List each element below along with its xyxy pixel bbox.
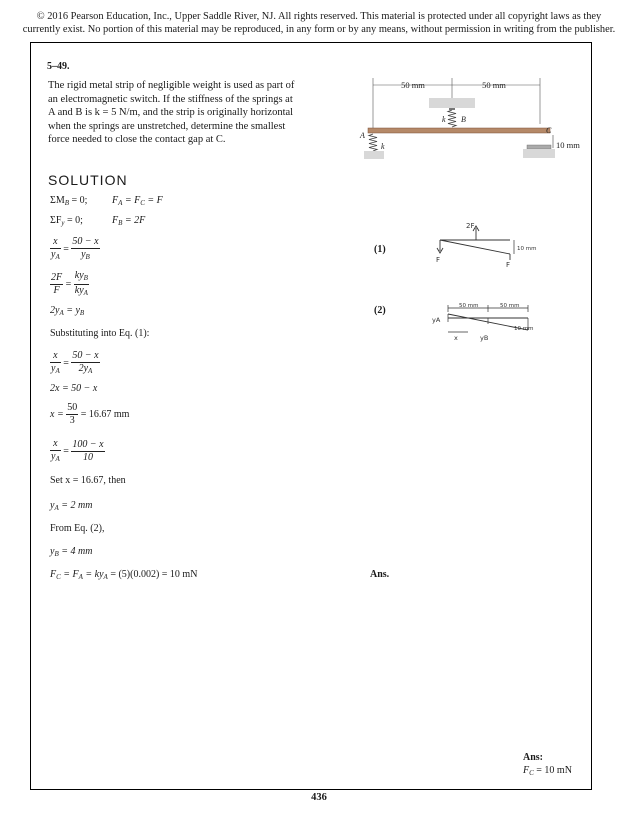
eq-subscript: B xyxy=(79,309,85,317)
problem-statement: The rigid metal strip of negligible weight is used as part of an electromagnetic switch. If the stiffness of the springs at A and B is k = 5 N/m, and the strip is originally horizontal when the springs are unstretched, determine the smallest force needed to close the contact gap at C. xyxy=(48,80,295,146)
denominator: 2y xyxy=(78,363,89,374)
eq-text: = 16.67 mm xyxy=(80,408,130,420)
eq-subscript: B xyxy=(83,274,88,282)
spring-b xyxy=(448,110,456,127)
fraction xyxy=(71,439,104,464)
fraction xyxy=(66,402,78,427)
equation-yb xyxy=(50,546,92,560)
numerator: ky xyxy=(74,270,84,281)
denominator: F xyxy=(53,285,60,296)
eq-subscript: A xyxy=(55,253,60,261)
eq-text: = ky xyxy=(85,569,104,580)
eq-subscript: A xyxy=(78,573,83,581)
numerator: x xyxy=(50,350,61,363)
free-body-sketch-1 xyxy=(430,220,550,268)
eq-text: = 10 mN xyxy=(536,765,572,776)
eq-subscript: A xyxy=(55,455,60,463)
substitution-text: Substituting into Eq. (1): xyxy=(50,328,150,339)
problem-number: 5–49. xyxy=(47,61,70,72)
deflection-sketch-2 xyxy=(428,300,558,346)
eq-symbol: ΣM xyxy=(50,195,65,206)
fraction xyxy=(71,350,99,377)
sketch-label-gap: 10 mm xyxy=(517,246,537,252)
fraction xyxy=(50,438,61,465)
copyright-notice: © 2016 Pearson Education, Inc., Upper Saddle River, NJ. All rights reserved. This material is protected under all copyright laws as they currently exist. No portion of this material may be reproduced, in any form or by any means, without permission in writing from the publisher. xyxy=(22,11,616,35)
eq-symbol: F xyxy=(50,569,57,580)
eq-text: = 0; xyxy=(67,215,83,226)
eq-text: = (5)(0.002) = 10 mN xyxy=(110,569,198,580)
denominator: ky xyxy=(74,285,84,296)
numerator: 100 − x xyxy=(72,439,104,450)
eq-symbol: ΣF xyxy=(50,215,62,226)
equation-2x: 2x = 50 − x xyxy=(50,383,98,394)
support-top xyxy=(429,98,475,108)
equation-fb xyxy=(112,215,145,229)
eq-subscript: C xyxy=(56,573,61,581)
dimension-label-left: 50 mm xyxy=(401,80,425,90)
sketch-label-dim2: 50 mm xyxy=(500,303,520,309)
eq-text: = y xyxy=(66,305,80,316)
eq-subscript: B xyxy=(54,550,59,558)
eq-symbol: F xyxy=(523,765,530,776)
numerator: x xyxy=(50,438,61,451)
eq-symbol: F xyxy=(112,215,119,226)
label-a: A xyxy=(360,131,365,140)
eq-subscript: A xyxy=(59,309,64,317)
numerator: x xyxy=(50,236,61,249)
sketch-label-dim1: 50 mm xyxy=(459,303,479,309)
eq-subscript: A xyxy=(103,573,108,581)
fraction xyxy=(71,236,99,263)
eq-text: x = xyxy=(50,408,64,420)
set-x-text: Set x = 16.67, then xyxy=(50,475,126,486)
eq-subscript: A xyxy=(83,289,88,297)
denominator: y xyxy=(51,249,56,260)
label-k-a: k xyxy=(381,142,385,151)
equals-sign: = xyxy=(63,445,69,457)
support-bottom-a xyxy=(364,151,384,159)
equation-2ya xyxy=(50,305,84,319)
dimension-label-right: 50 mm xyxy=(482,80,506,90)
metal-strip xyxy=(368,128,550,133)
solution-heading: SOLUTION xyxy=(48,172,128,188)
label-c: C xyxy=(546,126,552,135)
eq-subscript: A xyxy=(55,367,60,375)
gap-label: 10 mm xyxy=(556,140,580,150)
eq-symbol: F xyxy=(112,195,119,206)
eq-subscript: B xyxy=(118,219,123,227)
eq-text: = F xyxy=(124,195,141,206)
numerator: 2F xyxy=(51,272,63,283)
sketch-label-yb: yB xyxy=(480,334,489,342)
answer-box-title: Ans: xyxy=(523,752,544,763)
equation-fraction-3 xyxy=(50,350,100,377)
support-bottom-c xyxy=(523,149,555,158)
label-b: B xyxy=(461,115,466,124)
answer-label: Ans. xyxy=(370,569,390,580)
spring-cap-b xyxy=(449,108,455,110)
equation-fraction-2 xyxy=(50,270,89,299)
fraction xyxy=(50,236,61,263)
eq-subscript: C xyxy=(140,199,145,207)
eq-subscript: A xyxy=(118,199,123,207)
eq-symbol: y xyxy=(50,500,55,511)
eq-text: = 4 mm xyxy=(61,546,93,557)
label-k-b: k xyxy=(442,115,446,124)
eq-text: = F xyxy=(147,195,163,206)
denominator: y xyxy=(81,249,86,260)
eq-subscript: A xyxy=(88,367,93,375)
sketch-label-ya: yA xyxy=(432,316,441,324)
equation-fraction-1 xyxy=(50,236,100,263)
equals-sign: = xyxy=(65,278,72,290)
answer-box xyxy=(523,751,572,780)
fraction xyxy=(50,272,63,297)
from-eq-text: From Eq. (2), xyxy=(50,523,105,534)
equals-sign: = xyxy=(63,243,69,255)
eq-symbol: y xyxy=(50,546,55,557)
eq-subscript: A xyxy=(54,504,59,512)
eq-subscript: B xyxy=(85,253,90,261)
eq-subscript: B xyxy=(64,199,69,207)
eq-subscript: C xyxy=(529,769,534,777)
eq-subscript: y xyxy=(61,219,65,227)
denominator: 10 xyxy=(82,452,93,463)
equation-final xyxy=(50,569,197,583)
equals-sign: = xyxy=(63,357,69,369)
sketch-label-f-right: F xyxy=(506,261,511,268)
denominator: 3 xyxy=(69,415,75,426)
sketch-label-gap: 10 mm xyxy=(514,326,534,332)
page-number: 436 xyxy=(311,792,327,803)
numerator: 50 − x xyxy=(72,236,99,247)
denominator: y xyxy=(51,451,56,462)
equation-tag-2: (2) xyxy=(374,305,386,316)
equation-force-sum xyxy=(50,215,83,229)
denominator: y xyxy=(51,363,56,374)
spring-a xyxy=(369,134,377,151)
sketch-deflected-beam xyxy=(440,240,510,254)
eq-text: = 0; xyxy=(71,195,88,206)
equation-x-value xyxy=(50,402,129,427)
fraction xyxy=(50,350,61,377)
equation-tag-1: (1) xyxy=(374,244,386,255)
sketch-label-2f: 2F xyxy=(466,222,475,230)
equation-moment-sum xyxy=(50,195,87,209)
sketch-label-f-left: F xyxy=(436,256,441,264)
equation-fraction-4 xyxy=(50,438,105,465)
eq-text: = 2 mm xyxy=(61,500,93,511)
sketch-label-x: x xyxy=(454,334,458,342)
equation-ya xyxy=(50,500,92,514)
eq-text: = F xyxy=(63,569,79,580)
equation-force-equality xyxy=(112,195,163,209)
eq-text: = 2F xyxy=(124,215,146,226)
problem-figure xyxy=(355,72,595,164)
numerator: 50 xyxy=(67,402,78,413)
fraction xyxy=(74,270,89,299)
numerator: 50 − x xyxy=(72,350,99,361)
eq-symbol: 2y xyxy=(50,305,60,316)
contact-c xyxy=(527,145,551,149)
answer-box-value xyxy=(523,764,572,780)
